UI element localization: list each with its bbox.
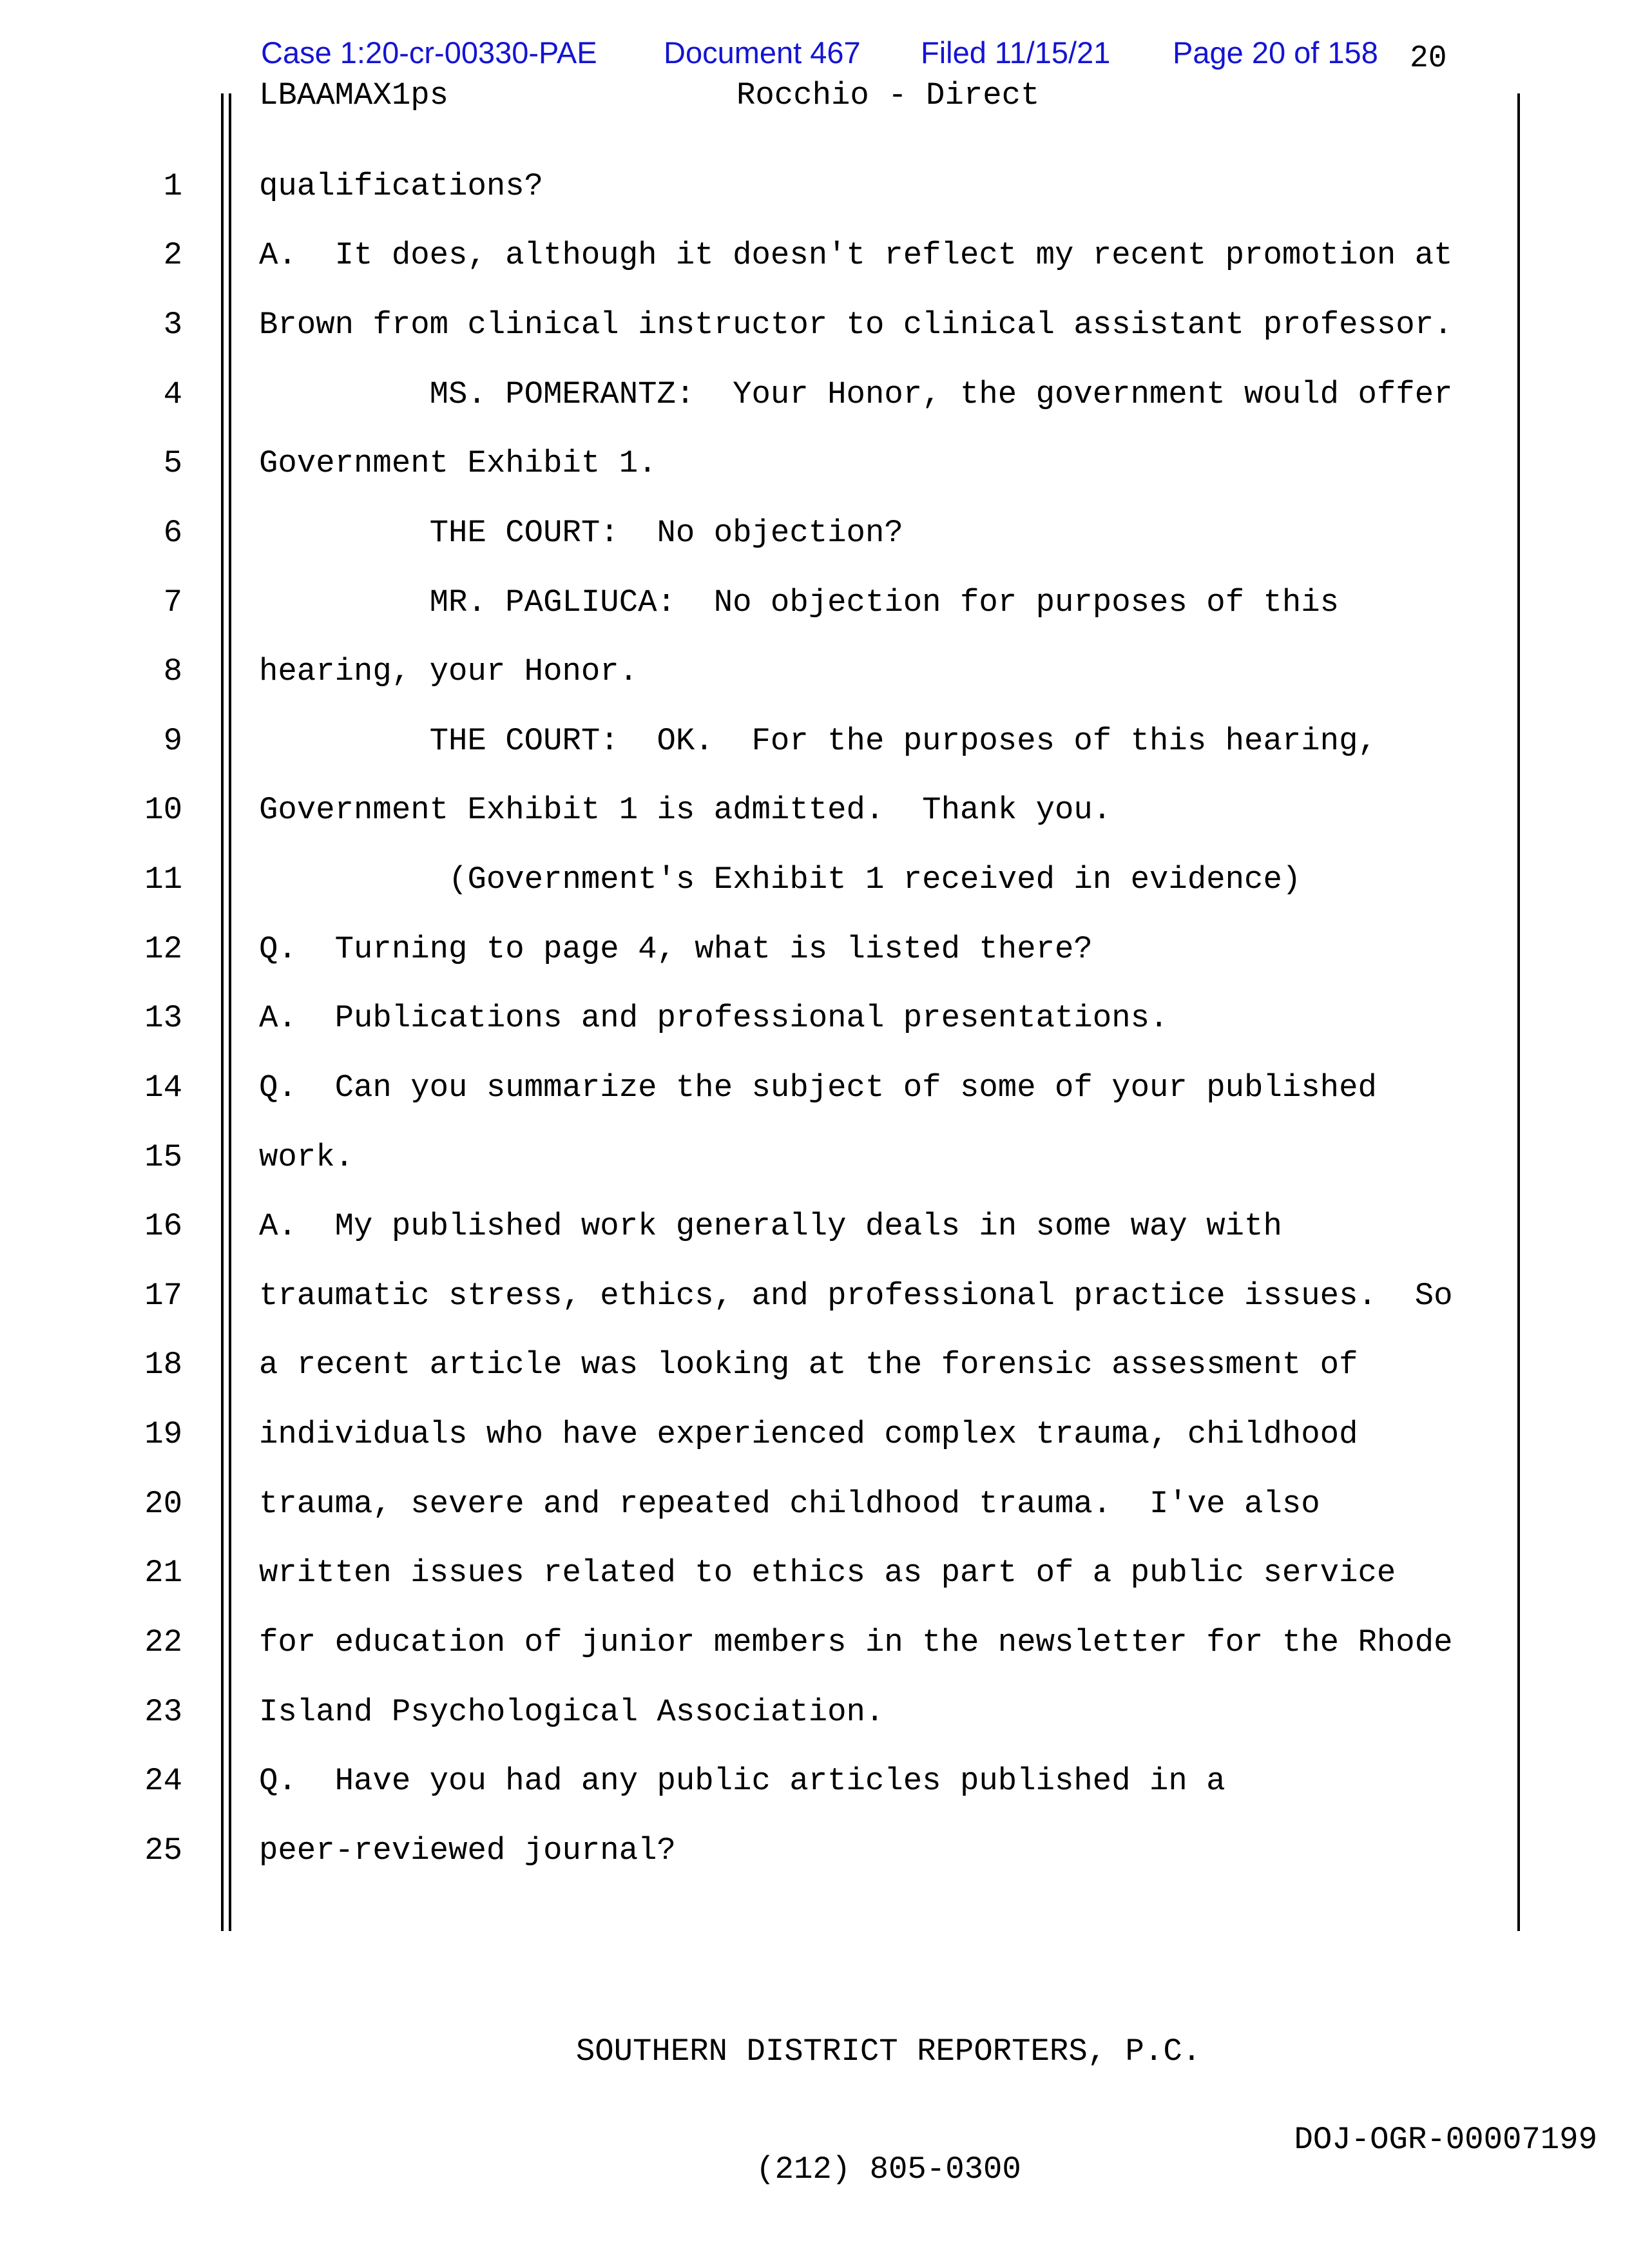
line-text: MS. POMERANTZ: Your Honor, the government would offer [259,376,1453,412]
transcript-line [0,221,1643,291]
line-number: 24 [144,1763,182,1800]
line-number: 2 [163,237,182,274]
line-number: 21 [144,1555,182,1591]
line-text: THE COURT: No objection? [259,514,903,551]
transcript-line [0,984,1643,1053]
line-text: A. My published work generally deals in some way with [259,1208,1282,1245]
transcript-line [0,1469,1643,1539]
line-number: 9 [163,722,182,759]
line-text: A. Publications and professional presentations. [259,1000,1169,1037]
line-text: for education of junior members in the newsletter for the Rhode [259,1624,1453,1660]
line-text: Q. Turning to page 4, what is listed there? [259,930,1093,967]
line-number: 6 [163,514,182,551]
line-number: 12 [144,930,182,967]
line-text: A. It does, although it doesn't reflect my recent promotion at [259,237,1453,274]
line-number: 10 [144,792,182,829]
transcript-line [0,1331,1643,1400]
line-text: qualifications? [259,168,544,204]
transcript-line [0,1608,1643,1677]
reporter-phone: (212) 805-0300 [756,2151,1021,2187]
line-number: 7 [163,584,182,620]
line-number: 23 [144,1693,182,1730]
transcript-line [0,568,1643,637]
line-number: 14 [144,1069,182,1106]
line-number: 4 [163,376,182,412]
transcript-line [0,1399,1643,1469]
line-text: Q. Have you had any public articles published in a [259,1763,1225,1800]
line-number: 19 [144,1416,182,1453]
line-number: 25 [144,1832,182,1869]
transcript-line [0,1053,1643,1122]
line-text: Island Psychological Association. [259,1693,885,1730]
bates-number: DOJ-OGR-00007199 [1294,2122,1597,2158]
line-number: 17 [144,1277,182,1314]
line-number: 20 [144,1485,182,1522]
stamp-document-number: Document 467 [664,35,861,70]
line-number: 16 [144,1208,182,1245]
transcript-line [0,151,1643,221]
line-text: Government Exhibit 1. [259,445,657,482]
line-number: 3 [163,307,182,343]
reporter-name: SOUTHERN DISTRICT REPORTERS, P.C. [575,2033,1202,2070]
line-number: 8 [163,653,182,690]
line-number: 5 [163,445,182,482]
line-text: Q. Can you summarize the subject of some of your published [259,1069,1377,1106]
stamp-case-number: Case 1:20-cr-00330-PAE [261,35,597,70]
transcript-line [0,290,1643,360]
line-text: traumatic stress, ethics, and professional practice issues. So [259,1277,1453,1314]
line-number: 1 [163,168,182,204]
transcript-line [0,360,1643,429]
stamp-filed-date: Filed 11/15/21 [921,35,1111,70]
line-text: peer-reviewed journal? [259,1832,676,1869]
line-number: 18 [144,1347,182,1383]
line-number: 15 [144,1139,182,1175]
line-number: 13 [144,1000,182,1037]
transcript-line [0,1816,1643,1885]
stamp-page-of: Page 20 of 158 [1173,35,1378,70]
line-text: trauma, severe and repeated childhood trauma. I've also [259,1485,1320,1522]
transcript-page-number: 20 [1410,41,1447,76]
line-text: hearing, your Honor. [259,653,639,690]
transcript-line [0,429,1643,499]
line-text: MR. PAGLIUCA: No objection for purposes of this [259,584,1340,620]
transcript-line [0,1539,1643,1608]
line-text: work. [259,1139,354,1175]
transcript-line [0,1677,1643,1747]
transcript-line [0,1261,1643,1331]
transcript-body [0,151,1643,1885]
transcript-line [0,1191,1643,1261]
line-text: Government Exhibit 1 is admitted. Thank you. [259,792,1112,829]
line-text: THE COURT: OK. For the purposes of this hearing, [259,722,1377,759]
line-text: a recent article was looking at the forensic assessment of [259,1347,1358,1383]
session-title: Rocchio - Direct [736,77,1040,113]
line-number: 22 [144,1624,182,1660]
line-text: (Government's Exhibit 1 received in evidence) [259,861,1302,898]
transcript-line [0,914,1643,984]
transcript-line [0,845,1643,914]
transcript-line [0,706,1643,776]
transcript-line [0,776,1643,845]
line-text: individuals who have experienced complex trauma, childhood [259,1416,1358,1453]
transcript-line [0,1122,1643,1192]
transcript-id: LBAAMAX1ps [259,77,449,113]
transcript-line [0,1746,1643,1816]
reporter-footer [259,1954,1518,2268]
line-number: 11 [144,861,182,898]
transcript-line [0,498,1643,568]
line-text: written issues related to ethics as part of a public service [259,1555,1396,1591]
transcript-line [0,637,1643,706]
line-text: Brown from clinical instructor to clinical assistant professor. [259,307,1453,343]
